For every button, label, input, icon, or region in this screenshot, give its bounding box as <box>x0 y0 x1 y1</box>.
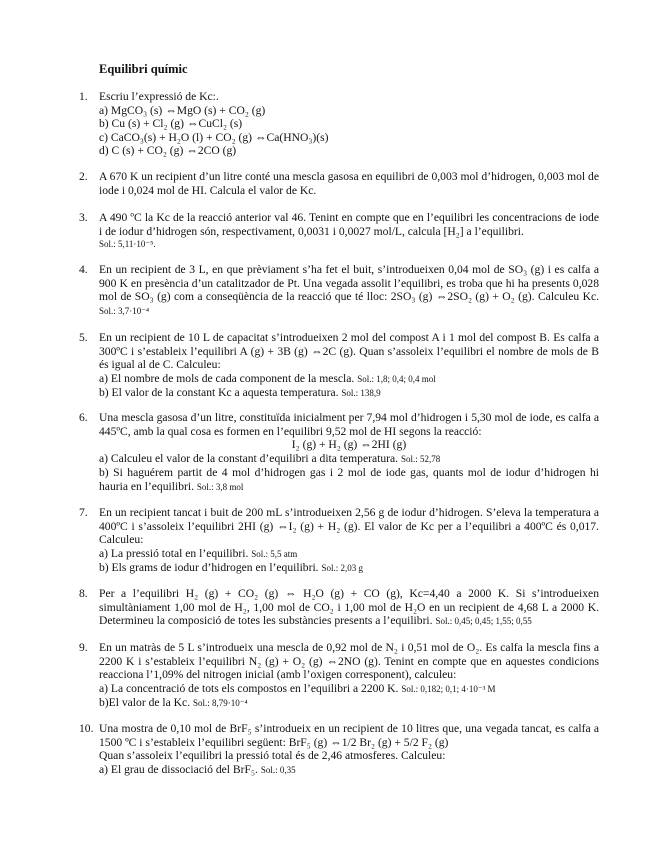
question-text: a) Calculeu el valor de la constant d’equilibri a dita temperatura. <box>99 451 399 465</box>
solution: Sol.: 8,79·10⁻⁴ <box>193 698 248 709</box>
solution: Sol.: 3,8 mol <box>196 481 244 492</box>
problem-number: 2. <box>79 170 88 183</box>
question-text: b) Els grams de iodur d’hidrogen en l’equilibri. <box>99 561 319 575</box>
problem-statement-cont <box>99 749 599 763</box>
solution: Sol.: 52,78 <box>400 453 441 464</box>
problem-7 <box>79 506 599 576</box>
problem-number: 3. <box>79 211 88 224</box>
question-text: a) El nombre de mols de cada component de la mescla. <box>99 371 355 385</box>
problem-6 <box>79 411 599 495</box>
question-text: Quan s’assoleix l’equilibri la pressió total és de 2,46 atmosferes. Calculeu: <box>99 749 446 763</box>
solution: Sol.: 138,9 <box>341 388 381 399</box>
question-a <box>99 372 599 387</box>
problem-5 <box>79 331 599 401</box>
problem-text: Escriu l’expressió de Kc:. <box>99 90 219 103</box>
solution: Sol.: 5,5 atm <box>251 548 298 559</box>
question-text: a) El grau de dissociació del BrF₅. <box>99 762 258 776</box>
equation-c: c) CaCO₃(s) + H₂O (l) + CO₂ (g) ⇔Ca(HNO₃)(s) <box>99 130 329 144</box>
question-a <box>99 547 599 562</box>
question-a <box>99 682 599 697</box>
problem-8 <box>79 587 599 629</box>
equation-b: b) Cu (s) + Cl₂ (g) ⇔CuCl₂ (s) <box>99 117 243 131</box>
problem-number: 7. <box>79 506 88 519</box>
problem-10 <box>79 722 599 777</box>
page-title: Equilibri químic <box>99 62 188 76</box>
question-text: b)El valor de la Kc. <box>99 696 191 710</box>
question-b <box>99 561 599 576</box>
solution: Sol.: 5,11·10⁻⁵. <box>99 239 156 250</box>
solution: Sol.: 0,35 <box>260 764 296 775</box>
problem-text: En un recipient de 3 L, en que prèviament s’ha fet el buit, s’introdueixen 0,04 mol de SO₃ (g) i es calfa a 900 K en presència d’un catalitzador de Pt. Una vegada assolit l’equilibri, es troba que hi ha presents 0,028 mol de SO₃ (g) com a conseqüència de la reacció que té lloc: 2SO₃ (g) ⇔2SO₂ (g) + O₂ (g). Calculeu Kc. <box>99 263 599 304</box>
question-text: a) La concentració de tots els compostos en l’equilibri a 2200 K. <box>99 681 399 695</box>
equation-a: a) MgCO₃ (s) ⇔MgO (s) + CO₂ (g) <box>99 103 266 117</box>
problem-number: 8. <box>79 587 88 600</box>
problem-1 <box>79 90 599 158</box>
question-b <box>99 466 599 494</box>
problem-9 <box>79 641 599 711</box>
problem-text: Per a l’equilibri H₂ (g) + CO₂ (g) ⇔ H₂O (g) + CO (g), Kc=4,40 a 2000 K. Si s’introdueixen simultàniament 1,00 mol de H₂, 1,00 mol de CO₂ i 1,00 mol de H₂O en un recipient de 4,68 L a 2000 K. Determineu la composició de totes les substàncies presents a l’equilibri. <box>99 587 599 628</box>
problem-number: 10. <box>79 722 94 735</box>
problem-text: A 670 K un recipient d’un litre conté una mescla gasosa en equilibri de 0,003 mol d’hidrogen, 0,003 mol de iode i 0,024 mol de HI. Calcula el valor de Kc. <box>99 170 599 197</box>
solution: Sol.: 2,03 g <box>321 563 364 574</box>
problem-text: En un matràs de 5 L s’introdueix una mescla de 0,92 mol de N₂ i 0,51 mol de O₂. Es calfa la mescla fins a 2200 K i s’estableix l’equilibri N₂ (g) + O₂ (g) ⇔2NO (g). Tenint en compte que en aquestes condicions reacciona l’1,09% del nitrogen inicial (amb l’oxigen corresponent), calculeu: <box>99 641 599 682</box>
problem-text: A 490 ºC la Kc de la reacció anterior val 46. Tenint en compte que en l’equilibri les concentracions de iode i de iodur d’hidrogen són, respectivament, 0,0031 i 0,0027 mol/L, calcula [H₂] a l’equilibri. <box>99 211 599 238</box>
problem-number: 9. <box>79 641 88 654</box>
problem-4 <box>79 263 599 318</box>
question-a <box>99 452 599 467</box>
solution: Sol.: 0,45; 0,45; 1,55; 0,55 <box>435 616 532 627</box>
question-text: a) La pressió total en l’equilibri. <box>99 546 249 560</box>
problem-text: En un recipient tancat i buit de 200 mL s’introdueixen 2,56 g de iodur d’hidrogen. S’eleva la temperatura a 400ºC i s’assoleix l’equilibri 2HI (g) ⇔I₂ (g) + H₂ (g). El valor de Kc per a l’equilibri a 400ºC és 0,017. Calculeu: <box>99 506 599 547</box>
question-a <box>99 763 599 778</box>
problem-3 <box>79 211 599 252</box>
reaction-equation: I₂ (g) + H₂ (g) ⇔2HI (g) <box>291 438 407 452</box>
question-b <box>99 696 599 711</box>
equation-d: d) C (s) + CO₂ (g) ⇔2CO (g) <box>99 144 237 158</box>
problem-2 <box>79 170 599 197</box>
solution: Sol.: 3,7·10⁻⁴ <box>99 305 150 316</box>
problem-number: 5. <box>79 331 88 344</box>
problem-number: 4. <box>79 263 88 276</box>
problem-number: 6. <box>79 411 88 424</box>
problem-text: Una mostra de 0,10 mol de BrF₅ s’introdueix en un recipient de 10 litres que, una vegada tancat, es calfa a 1500 ºC i s’estableix l’equilibri següent: BrF₅ (g) ⇔1/2 Br₂ (g) + 5/2 F₂ (g) <box>99 722 599 749</box>
question-text: b) Si haguérem partit de 4 mol d’hidrogen gas i 2 mol de iode gas, quants mol de iodur d’hidrogen hi hauria en l’equilibri. <box>99 466 599 493</box>
question-b <box>99 386 599 401</box>
question-text: b) El valor de la constant Kc a aquesta temperatura. <box>99 386 339 400</box>
solution: Sol.: 0,182; 0,1; 4·10⁻³ M <box>401 683 496 694</box>
problem-text: Una mescla gasosa d’un litre, constituïda inicialment per 7,94 mol d’hidrogen i 5,30 mol de iode, es calfa a 445ºC, amb la qual cosa es formen en l’equilibri 9,52 mol de HI segons la reacció: <box>99 411 599 438</box>
problem-text: En un recipient de 10 L de capacitat s’introdueixen 2 mol del compost A i 1 mol del compost B. Es calfa a 300ºC i s’estableix l’equilibri A (g) + 3B (g) ⇔2C (g). Quan s’assoleix l’equilibri el nombre de mols de B és igual al de C. Calculeu: <box>99 331 599 372</box>
solution: Sol.: 1,8; 0,4; 0,4 mol <box>357 373 436 384</box>
problem-number: 1. <box>79 90 88 103</box>
